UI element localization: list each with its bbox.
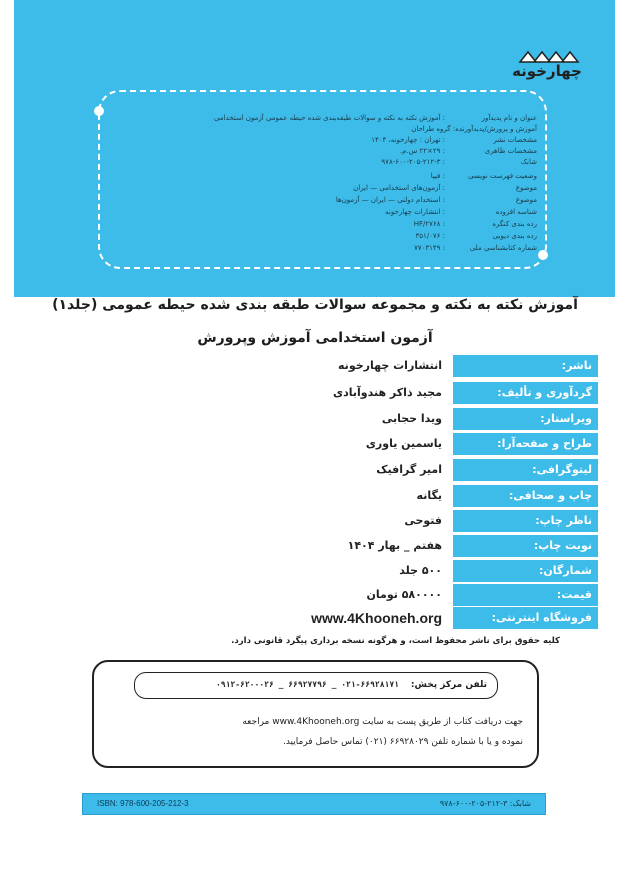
credit-row-edition: نوبت چاپ: هفتم _ بهار ۱۴۰۴ [80, 535, 598, 557]
catalog-row: آموزش و پرورش/پدیدآورنده: گروه طراحان [411, 125, 537, 133]
catalog-row: رده بندی کنگره : ۲۷۶۸/HF [413, 220, 537, 228]
contact-line: جهت دریافت کتاب از طریق پست به سایت www.4Khooneh.org مراجعه [242, 717, 523, 727]
contact-instructions [103, 712, 523, 752]
catalog-row: وضعیت فهرست نویسی : فیپا [430, 172, 537, 180]
credit-row-lithography: لیتوگرافی: امیر گرافیک [80, 459, 598, 481]
credit-row-publisher: ناشر: انتشارات چهارخونه [80, 355, 598, 377]
catalog-row: شابک : ۹۷۸-۶۰۰-۲۰۵-۲۱۲-۳ [381, 158, 537, 166]
isbn-bar [82, 793, 546, 815]
contact-box [92, 660, 539, 768]
copyright-notice: کلیه حقوق برای ناشر محفوظ است، و هرگونه نسخه برداری پیگرد قانونی دارد. [231, 636, 560, 646]
top-color-strip [14, 0, 615, 42]
catalog-row: شماره کتابشناسی ملی : ۷۷۰۳۱۴۹ [414, 244, 537, 252]
phone-numbers: ۰۲۱-۶۶۹۲۸۱۷۱ _ ۶۶۹۲۷۷۹۶ _ ۰۹۱۲-۶۲۰۰۰۲۶ [215, 680, 399, 689]
isbn-latin: ISBN: 978-600-205-212-3 [97, 799, 189, 808]
catalog-dot [94, 106, 104, 116]
catalog-row: موضوع : استخدام دولتی — ایران — آزمون‌ها [335, 196, 537, 204]
phone-box [134, 672, 498, 699]
store-website-link[interactable]: www.4Khooneh.org [311, 610, 442, 626]
credit-row-online-store: فروشگاه اینترنتی: www.4Khooneh.org [80, 607, 598, 629]
credit-row-supervisor: ناظر چاپ: فتوحی [80, 510, 598, 532]
contact-line: نموده و یا با شماره تلفن ۶۶۹۲۸۰۲۹ (۰۲۱) تماس حاصل فرمایید. [282, 737, 523, 747]
credit-row-price: قیمت: ۵۸۰۰۰۰ تومان [80, 584, 598, 606]
catalog-row: مشخصات نشر : تهران : چهارخونه، ۱۴۰۴ [371, 136, 537, 144]
catalog-dot [538, 250, 548, 260]
credit-row-circulation: شمارگان: ۵۰۰ جلد [80, 560, 598, 582]
credit-row-printing: چاپ و صحافی: یگانه [80, 485, 598, 507]
catalog-row: موضوع : آزمون‌های استخدامی — ایران [353, 184, 537, 192]
book-subtitle: آزمون استخدامی آموزش وپرورش [197, 330, 433, 346]
catalog-row: رده بندی دیویی : ۳۵۱/۰۷۶ [415, 232, 537, 240]
credit-row-editor: ویراستار: ویدا حجابی [80, 408, 598, 430]
isbn-persian: شابک: ۳-۲۱۲-۲۰۵-۶۰۰-۹۷۸ [439, 799, 531, 808]
catalog-row: عنوان و نام پدیدآور : آموزش نکته به نکته و سوالات طبقه‌بندی شده حیطه عمومی آزمون استخدامی [214, 114, 537, 122]
publisher-logo-text: چهارخونه [512, 62, 582, 80]
credit-row-author: گردآوری و تألیف: مجید ذاکر هندوآبادی [80, 382, 598, 404]
catalog-row: شناسه افزوده : انتشارات چهارخونه [385, 208, 537, 216]
book-title: آموزش نکته به نکته و مجموعه سوالات طبقه بندی شده حیطه عمومی (جلد۱) [52, 297, 578, 313]
credit-row-designer: طراح و صفحه‌آرا: یاسمین یاوری [80, 433, 598, 455]
catalog-row: مشخصات ظاهری : ۲۹×۲۲ س.م. [399, 147, 537, 155]
phone-label: تلفن مرکز پخش: [410, 680, 487, 690]
catalog-box [98, 90, 547, 269]
